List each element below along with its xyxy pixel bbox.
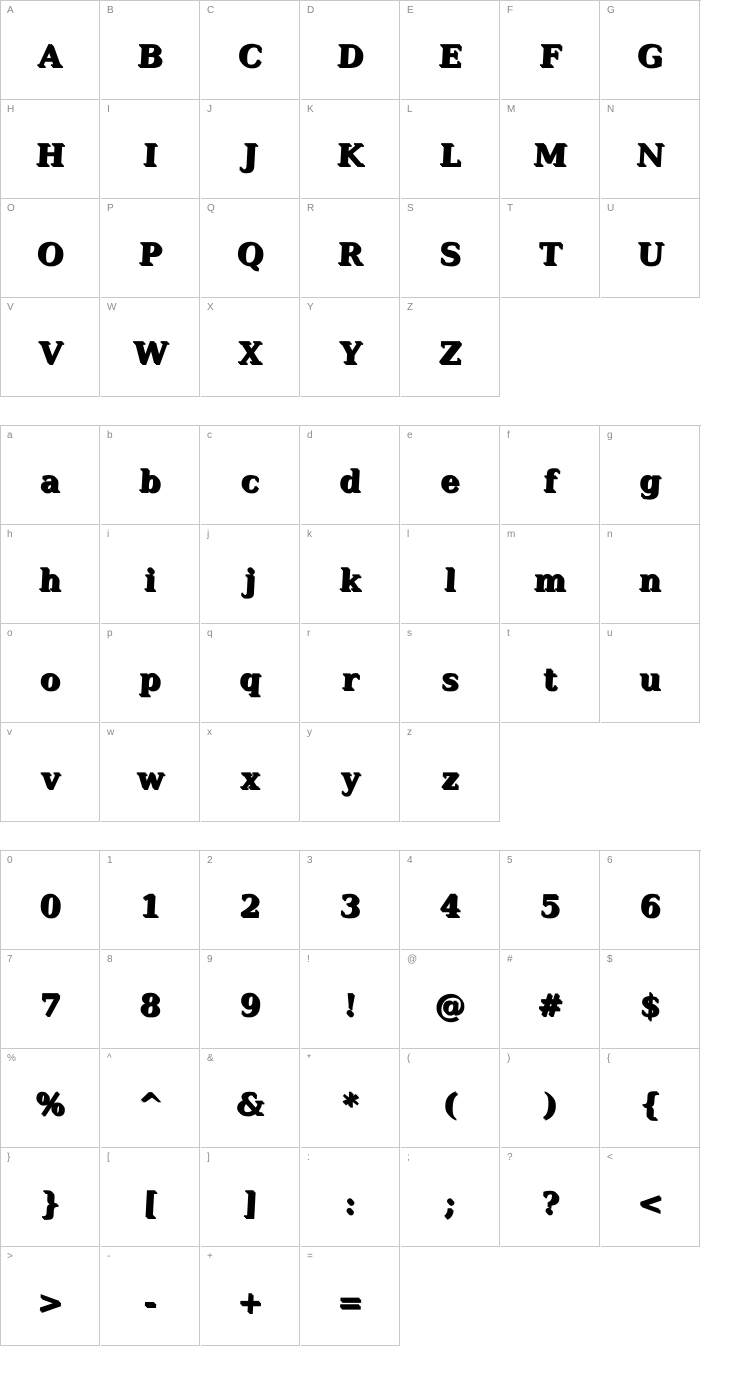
- glyph-preview: B: [136, 39, 164, 74]
- glyph-code-label: 9: [207, 954, 213, 965]
- glyph-cell[interactable]: [201, 1049, 300, 1148]
- glyph-code-label: m: [507, 529, 516, 540]
- glyph-code-label: r: [307, 628, 311, 639]
- glyph-cell[interactable]: [201, 1, 300, 100]
- glyph-preview: k: [338, 563, 361, 598]
- glyph-code-label: :: [307, 1152, 310, 1163]
- glyph-cell[interactable]: [601, 1049, 700, 1148]
- glyph-cell[interactable]: [601, 624, 700, 723]
- glyph-code-label: 8: [107, 954, 113, 965]
- glyph-cell[interactable]: [501, 851, 600, 950]
- glyph-preview: {: [639, 1087, 661, 1122]
- charmap-block-lowercase: [0, 425, 701, 822]
- glyph-code-label: u: [607, 628, 613, 639]
- glyph-preview: +: [236, 1285, 264, 1320]
- glyph-preview: v: [40, 761, 60, 796]
- glyph-cell[interactable]: [201, 950, 300, 1049]
- glyph-cell[interactable]: [301, 1049, 400, 1148]
- glyph-cell[interactable]: [401, 723, 500, 822]
- glyph-cell[interactable]: [401, 298, 500, 397]
- empty-cell: [601, 723, 700, 822]
- glyph-preview: $: [638, 988, 662, 1023]
- glyph-code-label: $: [607, 954, 613, 965]
- glyph-cell[interactable]: [101, 1148, 200, 1247]
- glyph-preview: V: [37, 336, 63, 371]
- glyph-preview: ^: [136, 1087, 164, 1122]
- glyph-preview: 7: [38, 988, 62, 1023]
- glyph-cell[interactable]: [501, 100, 600, 199]
- glyph-cell[interactable]: [1, 298, 100, 397]
- glyph-preview: U: [635, 237, 664, 272]
- glyph-cell[interactable]: [101, 426, 200, 525]
- glyph-preview: g: [638, 464, 662, 499]
- glyph-cell[interactable]: [501, 199, 600, 298]
- glyph-code-label: J: [207, 104, 212, 115]
- glyph-preview: L: [438, 138, 462, 173]
- glyph-preview: ): [541, 1087, 558, 1122]
- glyph-cell[interactable]: [401, 199, 500, 298]
- glyph-preview: 0: [38, 889, 62, 924]
- glyph-preview: H: [34, 138, 65, 173]
- glyph-code-label: Q: [207, 203, 215, 214]
- glyph-preview: s: [440, 662, 460, 697]
- glyph-cell[interactable]: [201, 851, 300, 950]
- glyph-cell[interactable]: [301, 100, 400, 199]
- glyph-cell[interactable]: [301, 851, 400, 950]
- glyph-preview: K: [335, 138, 364, 173]
- glyph-cell[interactable]: [601, 851, 700, 950]
- glyph-code-label: b: [107, 430, 113, 441]
- glyph-preview: =: [336, 1285, 364, 1320]
- glyph-cell[interactable]: [601, 950, 700, 1049]
- glyph-cell[interactable]: [301, 525, 400, 624]
- glyph-cell[interactable]: [401, 1148, 500, 1247]
- glyph-preview: P: [137, 237, 162, 272]
- glyph-code-label: %: [7, 1053, 16, 1064]
- glyph-code-label: 6: [607, 855, 613, 866]
- glyph-preview: ;: [443, 1186, 457, 1221]
- glyph-cell[interactable]: [201, 1247, 300, 1346]
- glyph-code-label: s: [407, 628, 412, 639]
- glyph-code-label: v: [7, 727, 12, 738]
- glyph-code-label: {: [607, 1053, 611, 1064]
- glyph-code-label: T: [507, 203, 514, 214]
- glyph-preview: #: [536, 988, 564, 1023]
- glyph-code-label: 4: [407, 855, 413, 866]
- glyph-preview: m: [532, 563, 567, 598]
- glyph-preview: 8: [138, 988, 162, 1023]
- glyph-cell[interactable]: [601, 1148, 700, 1247]
- glyph-preview: -: [142, 1285, 157, 1320]
- glyph-cell[interactable]: [401, 1, 500, 100]
- glyph-code-label: P: [107, 203, 114, 214]
- glyph-cell[interactable]: [101, 100, 200, 199]
- glyph-code-label: @: [407, 954, 418, 965]
- glyph-cell[interactable]: [601, 199, 700, 298]
- glyph-cell[interactable]: [101, 199, 200, 298]
- glyph-code-label: -: [107, 1251, 111, 1262]
- glyph-preview: @: [433, 988, 466, 1023]
- glyph-code-label: ]: [207, 1152, 210, 1163]
- glyph-preview: J: [241, 138, 258, 173]
- empty-cell: [601, 1247, 700, 1346]
- glyph-code-label: B: [107, 5, 114, 16]
- glyph-preview: ]: [241, 1186, 258, 1221]
- glyph-preview: w: [135, 761, 164, 796]
- glyph-preview: 5: [538, 889, 562, 924]
- glyph-preview: :: [343, 1186, 357, 1221]
- glyph-code-label: U: [607, 203, 615, 214]
- glyph-preview: u: [637, 662, 662, 697]
- glyph-code-label: [: [107, 1152, 110, 1163]
- glyph-cell[interactable]: [301, 1, 400, 100]
- glyph-cell[interactable]: [401, 1049, 500, 1148]
- glyph-cell[interactable]: [301, 1148, 400, 1247]
- glyph-preview: &: [235, 1087, 265, 1122]
- glyph-code-label: S: [407, 203, 414, 214]
- glyph-cell[interactable]: [1, 100, 100, 199]
- glyph-preview: C: [236, 39, 263, 74]
- glyph-preview: t: [541, 662, 558, 697]
- glyph-code-label: =: [307, 1251, 313, 1262]
- glyph-code-label: a: [7, 430, 13, 441]
- glyph-cell[interactable]: [401, 950, 500, 1049]
- glyph-code-label: D: [307, 5, 315, 16]
- glyph-cell[interactable]: [101, 624, 200, 723]
- glyph-code-label: g: [607, 430, 613, 441]
- glyph-cell[interactable]: [401, 851, 500, 950]
- glyph-code-label: x: [207, 727, 212, 738]
- glyph-code-label: Y: [307, 302, 314, 313]
- glyph-preview: c: [239, 464, 260, 499]
- glyph-code-label: p: [107, 628, 113, 639]
- glyph-cell[interactable]: [1, 624, 100, 723]
- block-spacer: [0, 397, 740, 425]
- glyph-preview: >: [36, 1285, 64, 1320]
- glyph-preview: l: [443, 563, 457, 598]
- glyph-cell[interactable]: [501, 1, 600, 100]
- glyph-cell[interactable]: [101, 1, 200, 100]
- glyph-cell[interactable]: [501, 525, 600, 624]
- glyph-cell[interactable]: [501, 426, 600, 525]
- glyph-cell[interactable]: [101, 298, 200, 397]
- glyph-code-label: 5: [507, 855, 513, 866]
- glyph-preview: o: [38, 662, 61, 697]
- glyph-preview: 2: [238, 889, 262, 924]
- glyph-code-label: e: [407, 430, 413, 441]
- glyph-cell[interactable]: [201, 525, 300, 624]
- empty-cell: [501, 723, 600, 822]
- glyph-cell[interactable]: [201, 199, 300, 298]
- glyph-preview: G: [635, 39, 664, 74]
- glyph-cell[interactable]: [101, 723, 200, 822]
- glyph-code-label: }: [7, 1152, 11, 1163]
- glyph-cell[interactable]: [1, 199, 100, 298]
- empty-cell: [601, 298, 700, 397]
- charmap-block-symbols: [0, 850, 701, 1346]
- glyph-cell[interactable]: [201, 624, 300, 723]
- glyph-code-label: f: [507, 430, 510, 441]
- glyph-preview: Q: [235, 237, 264, 272]
- glyph-preview: D: [335, 39, 364, 74]
- glyph-preview: N: [635, 138, 665, 173]
- glyph-code-label: l: [407, 529, 410, 540]
- glyph-code-label: ?: [507, 1152, 513, 1163]
- glyph-code-label: V: [7, 302, 14, 313]
- glyph-cell[interactable]: [401, 100, 500, 199]
- empty-cell: [501, 298, 600, 397]
- glyph-code-label: 1: [107, 855, 113, 866]
- glyph-code-label: A: [7, 5, 14, 16]
- glyph-preview: [: [141, 1186, 158, 1221]
- glyph-preview: %: [34, 1087, 65, 1122]
- glyph-cell[interactable]: [401, 426, 500, 525]
- glyph-preview: *: [340, 1087, 359, 1122]
- glyph-code-label: o: [7, 628, 13, 639]
- glyph-code-label: (: [407, 1053, 411, 1064]
- glyph-cell[interactable]: [1, 1148, 100, 1247]
- glyph-code-label: !: [307, 954, 310, 965]
- glyph-code-label: 7: [7, 954, 13, 965]
- glyph-cell[interactable]: [201, 298, 300, 397]
- glyph-cell[interactable]: [1, 1247, 100, 1346]
- glyph-preview: n: [637, 563, 662, 598]
- glyph-code-label: 0: [7, 855, 13, 866]
- glyph-code-label: +: [207, 1251, 213, 1262]
- glyph-cell[interactable]: [1, 950, 100, 1049]
- glyph-cell[interactable]: [401, 624, 500, 723]
- glyph-code-label: &: [207, 1053, 214, 1064]
- glyph-preview: 4: [438, 889, 462, 924]
- glyph-cell[interactable]: [301, 1247, 400, 1346]
- glyph-preview: e: [439, 464, 461, 499]
- glyph-cell[interactable]: [1, 851, 100, 950]
- glyph-cell[interactable]: [201, 426, 300, 525]
- glyph-preview: (: [441, 1087, 458, 1122]
- glyph-code-label: >: [7, 1251, 13, 1262]
- glyph-code-label: C: [207, 5, 215, 16]
- glyph-cell[interactable]: [301, 199, 400, 298]
- charmap-block-uppercase: [0, 0, 701, 397]
- glyph-cell[interactable]: [1, 426, 100, 525]
- glyph-cell[interactable]: [501, 624, 600, 723]
- glyph-cell[interactable]: [1, 1, 100, 100]
- glyph-preview: !: [342, 988, 358, 1023]
- glyph-preview: I: [141, 138, 158, 173]
- glyph-code-label: M: [507, 104, 516, 115]
- glyph-cell[interactable]: [501, 1049, 600, 1148]
- glyph-code-label: L: [407, 104, 413, 115]
- glyph-cell[interactable]: [301, 624, 400, 723]
- glyph-code-label: X: [207, 302, 214, 313]
- glyph-preview: 6: [638, 889, 662, 924]
- block-spacer: [0, 822, 740, 850]
- glyph-cell[interactable]: [501, 950, 600, 1049]
- glyph-code-label: w: [107, 727, 115, 738]
- glyph-preview: 3: [338, 889, 362, 924]
- glyph-code-label: #: [507, 954, 513, 965]
- glyph-preview: z: [440, 761, 460, 796]
- glyph-code-label: I: [107, 104, 110, 115]
- glyph-preview: F: [538, 39, 562, 74]
- glyph-code-label: F: [507, 5, 514, 16]
- glyph-cell[interactable]: [1, 1049, 100, 1148]
- glyph-preview: i: [143, 563, 157, 598]
- glyph-code-label: z: [407, 727, 412, 738]
- glyph-code-label: i: [107, 529, 110, 540]
- glyph-preview: Y: [338, 336, 362, 371]
- glyph-preview: y: [340, 761, 360, 796]
- glyph-cell[interactable]: [201, 1148, 300, 1247]
- glyph-code-label: E: [407, 5, 414, 16]
- glyph-code-label: W: [107, 302, 117, 313]
- glyph-preview: E: [437, 39, 463, 74]
- glyph-cell[interactable]: [601, 100, 700, 199]
- glyph-preview: ?: [539, 1186, 560, 1221]
- glyph-code-label: 3: [307, 855, 313, 866]
- glyph-code-label: h: [7, 529, 13, 540]
- glyph-preview: <: [636, 1186, 664, 1221]
- glyph-code-label: H: [7, 104, 15, 115]
- glyph-preview: T: [537, 237, 562, 272]
- glyph-cell[interactable]: [201, 723, 300, 822]
- glyph-code-label: d: [307, 430, 313, 441]
- glyph-cell[interactable]: [301, 426, 400, 525]
- glyph-preview: X: [237, 336, 263, 371]
- glyph-preview: W: [131, 336, 168, 371]
- glyph-preview: b: [138, 464, 162, 499]
- glyph-code-label: n: [607, 529, 613, 540]
- glyph-preview: h: [37, 563, 62, 598]
- glyph-cell[interactable]: [601, 525, 700, 624]
- glyph-preview: 9: [238, 988, 262, 1023]
- glyph-cell[interactable]: [101, 950, 200, 1049]
- glyph-cell[interactable]: [301, 723, 400, 822]
- glyph-code-label: ^: [107, 1053, 112, 1064]
- glyph-cell[interactable]: [101, 851, 200, 950]
- glyph-code-label: K: [307, 104, 314, 115]
- glyph-code-label: ): [507, 1053, 511, 1064]
- glyph-preview: q: [238, 662, 262, 697]
- glyph-preview: S: [437, 237, 462, 272]
- empty-cell: [401, 1247, 500, 1346]
- glyph-cell[interactable]: [1, 525, 100, 624]
- glyph-preview: j: [243, 563, 256, 598]
- glyph-preview: Z: [437, 336, 462, 371]
- glyph-code-label: ;: [407, 1152, 410, 1163]
- glyph-preview: A: [37, 39, 63, 74]
- glyph-cell[interactable]: [101, 525, 200, 624]
- empty-cell: [501, 1247, 600, 1346]
- glyph-preview: p: [138, 662, 162, 697]
- glyph-code-label: *: [307, 1053, 311, 1064]
- glyph-preview: }: [39, 1186, 61, 1221]
- glyph-preview: M: [532, 138, 568, 173]
- glyph-preview: 1: [138, 889, 162, 924]
- glyph-code-label: R: [307, 203, 315, 214]
- glyph-preview: x: [239, 761, 260, 796]
- glyph-cell[interactable]: [601, 426, 700, 525]
- glyph-code-label: q: [207, 628, 213, 639]
- glyph-code-label: N: [607, 104, 615, 115]
- glyph-cell[interactable]: [301, 298, 400, 397]
- glyph-cell[interactable]: [401, 525, 500, 624]
- glyph-code-label: O: [7, 203, 15, 214]
- glyph-cell[interactable]: [501, 1148, 600, 1247]
- glyph-code-label: Z: [407, 302, 414, 313]
- glyph-cell[interactable]: [101, 1247, 200, 1346]
- glyph-code-label: c: [207, 430, 212, 441]
- glyph-code-label: G: [607, 5, 615, 16]
- glyph-preview: f: [542, 464, 558, 499]
- glyph-cell[interactable]: [1, 723, 100, 822]
- glyph-preview: d: [338, 464, 362, 499]
- glyph-code-label: t: [507, 628, 510, 639]
- glyph-code-label: y: [307, 727, 312, 738]
- glyph-code-label: j: [207, 529, 210, 540]
- glyph-code-label: k: [307, 529, 312, 540]
- glyph-preview: O: [35, 237, 64, 272]
- glyph-preview: R: [336, 237, 364, 272]
- glyph-cell[interactable]: [301, 950, 400, 1049]
- glyph-cell[interactable]: [201, 100, 300, 199]
- glyph-code-label: 2: [207, 855, 213, 866]
- glyph-preview: a: [39, 464, 61, 499]
- glyph-cell[interactable]: [601, 1, 700, 100]
- glyph-preview: r: [340, 662, 359, 697]
- glyph-cell[interactable]: [101, 1049, 200, 1148]
- glyph-code-label: <: [607, 1152, 613, 1163]
